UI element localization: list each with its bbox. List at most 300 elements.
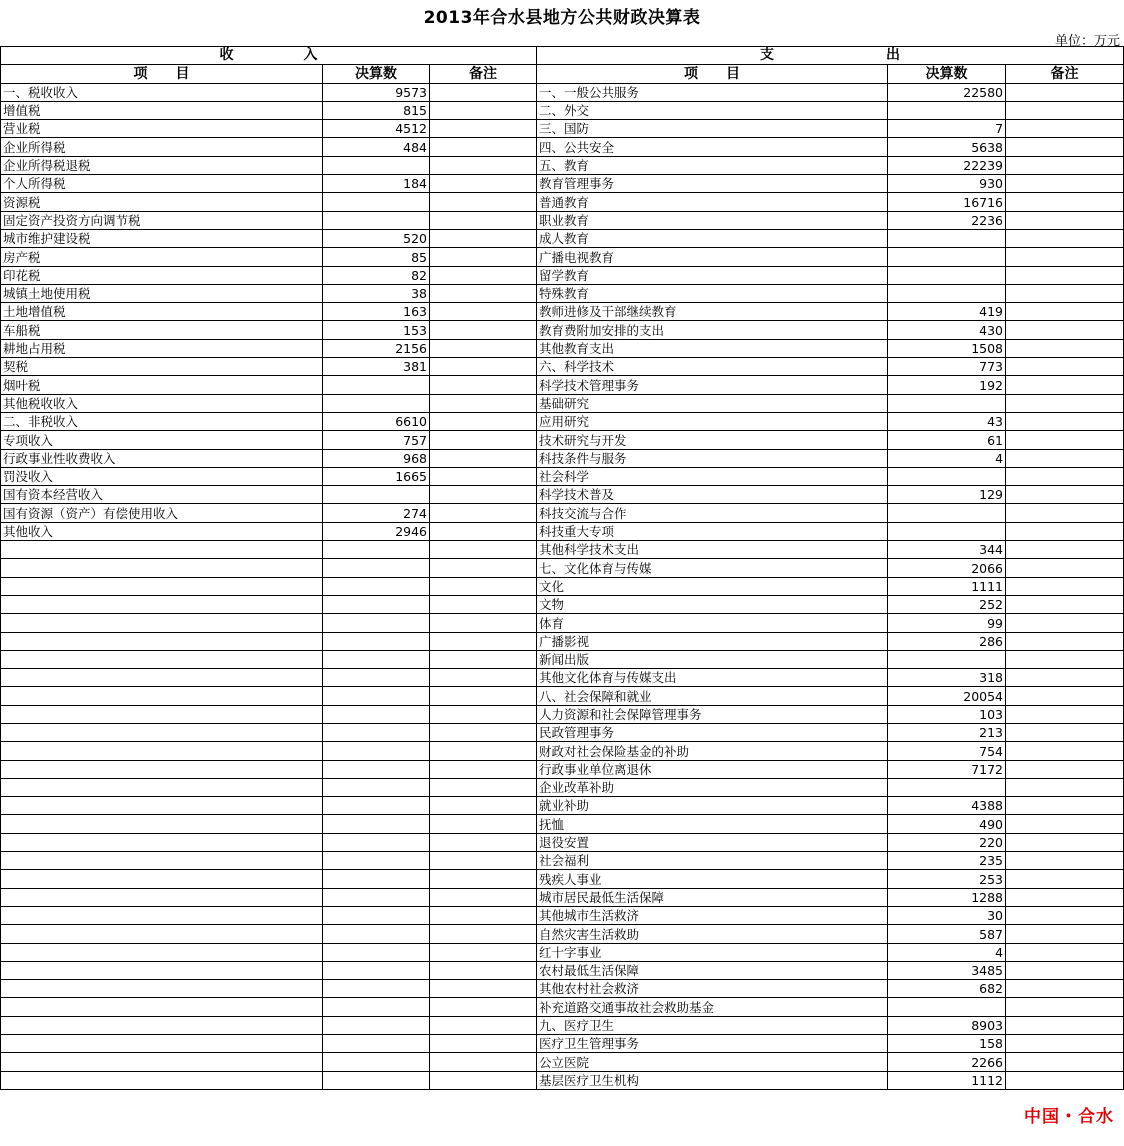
expense-note-cell	[1006, 833, 1124, 851]
expense-note-cell	[1006, 339, 1124, 357]
income-note-cell	[430, 925, 537, 943]
expense-amount-cell: 773	[888, 358, 1006, 376]
table-row	[1, 522, 1124, 540]
expense-amount-cell	[888, 248, 1006, 266]
expense-note-cell	[1006, 595, 1124, 613]
income-item-cell: 企业所得税	[1, 138, 323, 156]
income-note-cell	[430, 412, 537, 430]
expense-item-cell: 一、一般公共服务	[537, 83, 888, 101]
income-note-cell	[430, 705, 537, 723]
expense-item-cell: 教育管理事务	[537, 175, 888, 193]
table-row	[1, 321, 1124, 339]
expense-note-cell	[1006, 943, 1124, 961]
expense-amount-cell: 344	[888, 541, 1006, 559]
expense-item-cell: 基础研究	[537, 394, 888, 412]
income-note-cell	[430, 595, 537, 613]
income-item-cell	[1, 632, 323, 650]
expense-item-cell: 职业教育	[537, 211, 888, 229]
expense-note-cell	[1006, 906, 1124, 924]
expense-amount-cell: 20054	[888, 687, 1006, 705]
income-note-cell	[430, 852, 537, 870]
expense-item-cell: 其他文化体育与传媒支出	[537, 669, 888, 687]
income-item-cell: 土地增值税	[1, 303, 323, 321]
income-item-cell	[1, 1035, 323, 1053]
income-amount-cell: 1665	[323, 467, 430, 485]
income-amount-cell	[323, 595, 430, 613]
income-amount-cell: 4512	[323, 120, 430, 138]
income-amount-cell	[323, 852, 430, 870]
expense-amount-cell: 252	[888, 595, 1006, 613]
income-amount-cell	[323, 943, 430, 961]
expense-item-cell: 文物	[537, 595, 888, 613]
income-item-cell	[1, 1071, 323, 1089]
expense-note-cell	[1006, 760, 1124, 778]
income-item-cell	[1, 870, 323, 888]
table-row	[1, 541, 1124, 559]
income-item-header: 项 目	[1, 65, 323, 83]
income-item-cell: 印花税	[1, 266, 323, 284]
expense-amount-cell: 7172	[888, 760, 1006, 778]
expense-amount-cell: 3485	[888, 961, 1006, 979]
income-amount-cell	[323, 833, 430, 851]
expense-note-cell	[1006, 412, 1124, 430]
table-row	[1, 943, 1124, 961]
income-amount-cell	[323, 211, 430, 229]
income-item-cell	[1, 852, 323, 870]
expense-item-cell: 普通教育	[537, 193, 888, 211]
income-amount-cell	[323, 632, 430, 650]
expense-amount-cell: 587	[888, 925, 1006, 943]
expense-note-cell	[1006, 504, 1124, 522]
table-row	[1, 705, 1124, 723]
expense-amount-cell	[888, 504, 1006, 522]
expense-amount-cell	[888, 998, 1006, 1016]
income-note-cell	[430, 449, 537, 467]
table-row	[1, 486, 1124, 504]
income-amount-cell	[323, 577, 430, 595]
expense-note-cell	[1006, 925, 1124, 943]
expense-amount-cell	[888, 284, 1006, 302]
expense-note-cell	[1006, 1035, 1124, 1053]
expense-item-cell: 企业改革补助	[537, 778, 888, 796]
table-row	[1, 577, 1124, 595]
expense-amount-header: 决算数	[888, 65, 1006, 83]
income-item-cell	[1, 595, 323, 613]
expense-item-cell: 新闻出版	[537, 650, 888, 668]
expense-item-cell: 五、教育	[537, 156, 888, 174]
expense-item-cell: 三、国防	[537, 120, 888, 138]
expense-note-cell	[1006, 541, 1124, 559]
table-row	[1, 687, 1124, 705]
income-note-cell	[430, 1016, 537, 1034]
expense-note-cell	[1006, 723, 1124, 741]
income-item-cell	[1, 943, 323, 961]
expense-note-cell	[1006, 321, 1124, 339]
income-amount-cell: 153	[323, 321, 430, 339]
table-row	[1, 961, 1124, 979]
income-note-cell	[430, 888, 537, 906]
table-row	[1, 906, 1124, 924]
income-amount-cell	[323, 925, 430, 943]
expense-note-cell	[1006, 266, 1124, 284]
income-amount-cell: 757	[323, 431, 430, 449]
table-row	[1, 248, 1124, 266]
expense-item-cell: 抚恤	[537, 815, 888, 833]
table-row	[1, 925, 1124, 943]
income-amount-cell	[323, 156, 430, 174]
income-item-cell	[1, 650, 323, 668]
expense-item-cell: 成人教育	[537, 229, 888, 247]
expense-item-header: 项 目	[537, 65, 888, 83]
table-row	[1, 742, 1124, 760]
income-amount-cell: 381	[323, 358, 430, 376]
income-note-cell	[430, 559, 537, 577]
income-amount-cell	[323, 906, 430, 924]
table-row	[1, 339, 1124, 357]
expense-note-cell	[1006, 83, 1124, 101]
expense-note-cell	[1006, 229, 1124, 247]
expense-amount-cell: 220	[888, 833, 1006, 851]
income-note-cell	[430, 687, 537, 705]
budget-table	[0, 46, 1124, 1090]
table-row	[1, 376, 1124, 394]
income-note-cell	[430, 339, 537, 357]
table-row	[1, 632, 1124, 650]
expense-note-cell	[1006, 1071, 1124, 1089]
table-row	[1, 1035, 1124, 1053]
income-item-cell: 个人所得税	[1, 175, 323, 193]
table-row	[1, 138, 1124, 156]
expense-item-cell: 其他农村社会救济	[537, 980, 888, 998]
income-note-cell	[430, 723, 537, 741]
expense-amount-cell	[888, 522, 1006, 540]
table-row	[1, 175, 1124, 193]
expense-item-cell: 九、医疗卫生	[537, 1016, 888, 1034]
income-amount-cell	[323, 815, 430, 833]
income-note-cell	[430, 833, 537, 851]
income-item-cell: 行政事业性收费收入	[1, 449, 323, 467]
income-note-cell	[430, 541, 537, 559]
income-item-cell	[1, 980, 323, 998]
income-amount-cell	[323, 870, 430, 888]
expense-amount-cell: 30	[888, 906, 1006, 924]
income-note-cell	[430, 266, 537, 284]
expense-note-cell	[1006, 797, 1124, 815]
expense-note-cell	[1006, 211, 1124, 229]
expense-amount-cell	[888, 394, 1006, 412]
table-row	[1, 1071, 1124, 1089]
table-row	[1, 120, 1124, 138]
table-row	[1, 888, 1124, 906]
expense-item-cell: 其他教育支出	[537, 339, 888, 357]
income-item-cell	[1, 559, 323, 577]
table-row	[1, 614, 1124, 632]
expense-item-cell: 应用研究	[537, 412, 888, 430]
expense-note-cell	[1006, 120, 1124, 138]
table-row	[1, 467, 1124, 485]
expense-item-cell: 科技重大专项	[537, 522, 888, 540]
expense-amount-cell	[888, 467, 1006, 485]
expense-amount-cell	[888, 778, 1006, 796]
expense-item-cell: 社会福利	[537, 852, 888, 870]
table-row	[1, 156, 1124, 174]
expense-note-cell	[1006, 687, 1124, 705]
expense-item-cell: 城市居民最低生活保障	[537, 888, 888, 906]
income-note-cell	[430, 156, 537, 174]
income-amount-cell	[323, 742, 430, 760]
expense-note-header: 备注	[1006, 65, 1124, 83]
expense-item-cell: 医疗卫生管理事务	[537, 1035, 888, 1053]
income-note-cell	[430, 229, 537, 247]
income-amount-cell	[323, 1035, 430, 1053]
income-item-cell: 房产税	[1, 248, 323, 266]
income-item-cell	[1, 925, 323, 943]
income-item-cell	[1, 961, 323, 979]
income-amount-cell	[323, 1053, 430, 1071]
expense-amount-cell: 5638	[888, 138, 1006, 156]
income-amount-cell	[323, 486, 430, 504]
income-item-cell: 专项收入	[1, 431, 323, 449]
expense-item-cell: 四、公共安全	[537, 138, 888, 156]
table-row	[1, 669, 1124, 687]
income-item-cell	[1, 614, 323, 632]
income-item-cell: 固定资产投资方向调节税	[1, 211, 323, 229]
income-note-cell	[430, 321, 537, 339]
table-row	[1, 833, 1124, 851]
table-row	[1, 412, 1124, 430]
expense-amount-cell: 99	[888, 614, 1006, 632]
expense-item-cell: 民政管理事务	[537, 723, 888, 741]
page-title: 2013年合水县地方公共财政决算表	[423, 8, 701, 28]
table-row	[1, 595, 1124, 613]
expense-item-cell: 教育费附加安排的支出	[537, 321, 888, 339]
income-note-cell	[430, 504, 537, 522]
income-note-cell	[430, 577, 537, 595]
expense-item-cell: 七、文化体育与传媒	[537, 559, 888, 577]
income-amount-cell	[323, 614, 430, 632]
expense-amount-cell: 253	[888, 870, 1006, 888]
income-item-cell	[1, 723, 323, 741]
expense-amount-cell: 22239	[888, 156, 1006, 174]
income-note-cell	[430, 797, 537, 815]
income-amount-cell: 9573	[323, 83, 430, 101]
expense-note-cell	[1006, 961, 1124, 979]
expense-item-cell: 社会科学	[537, 467, 888, 485]
income-note-cell	[430, 870, 537, 888]
table-row	[1, 852, 1124, 870]
income-item-cell	[1, 815, 323, 833]
table-row	[1, 980, 1124, 998]
income-amount-cell: 163	[323, 303, 430, 321]
income-item-cell	[1, 577, 323, 595]
income-note-cell	[430, 394, 537, 412]
income-item-cell: 契税	[1, 358, 323, 376]
expense-note-cell	[1006, 614, 1124, 632]
table-row	[1, 358, 1124, 376]
income-note-cell	[430, 906, 537, 924]
expense-item-cell: 科技交流与合作	[537, 504, 888, 522]
expense-item-cell: 公立医院	[537, 1053, 888, 1071]
expense-note-cell	[1006, 815, 1124, 833]
expense-note-cell	[1006, 248, 1124, 266]
income-amount-cell	[323, 980, 430, 998]
expense-amount-cell	[888, 266, 1006, 284]
expense-note-cell	[1006, 303, 1124, 321]
income-item-cell	[1, 742, 323, 760]
expense-note-cell	[1006, 101, 1124, 119]
income-note-cell	[430, 175, 537, 193]
table-row	[1, 284, 1124, 302]
income-note-cell	[430, 138, 537, 156]
table-row	[1, 303, 1124, 321]
expense-item-cell: 红十字事业	[537, 943, 888, 961]
expense-note-cell	[1006, 138, 1124, 156]
expense-amount-cell: 754	[888, 742, 1006, 760]
income-item-cell: 增值税	[1, 101, 323, 119]
income-item-cell	[1, 669, 323, 687]
table-row	[1, 797, 1124, 815]
expense-note-cell	[1006, 650, 1124, 668]
income-item-cell	[1, 906, 323, 924]
expense-note-cell	[1006, 1053, 1124, 1071]
income-note-cell	[430, 486, 537, 504]
table-row	[1, 778, 1124, 796]
expense-item-cell: 科技条件与服务	[537, 449, 888, 467]
expense-amount-cell: 61	[888, 431, 1006, 449]
income-item-cell	[1, 833, 323, 851]
table-row	[1, 870, 1124, 888]
expense-amount-cell: 2236	[888, 211, 1006, 229]
income-amount-cell	[323, 376, 430, 394]
table-row	[1, 1016, 1124, 1034]
income-note-cell	[430, 632, 537, 650]
expense-item-cell: 八、社会保障和就业	[537, 687, 888, 705]
expense-item-cell: 其他科学技术支出	[537, 541, 888, 559]
expense-amount-cell: 22580	[888, 83, 1006, 101]
expense-note-cell	[1006, 449, 1124, 467]
expense-amount-cell: 286	[888, 632, 1006, 650]
income-item-cell	[1, 1053, 323, 1071]
income-note-cell	[430, 669, 537, 687]
income-amount-cell: 184	[323, 175, 430, 193]
expense-item-cell: 留学教育	[537, 266, 888, 284]
expense-amount-cell: 129	[888, 486, 1006, 504]
income-note-cell	[430, 193, 537, 211]
table-row	[1, 211, 1124, 229]
income-note-cell	[430, 358, 537, 376]
income-item-cell: 国有资本经营收入	[1, 486, 323, 504]
expense-item-cell: 科学技术普及	[537, 486, 888, 504]
income-item-cell	[1, 541, 323, 559]
expense-item-cell: 特殊教育	[537, 284, 888, 302]
expense-item-cell: 行政事业单位离退休	[537, 760, 888, 778]
expense-amount-cell	[888, 650, 1006, 668]
expense-item-cell: 教师进修及干部继续教育	[537, 303, 888, 321]
income-note-cell	[430, 760, 537, 778]
expense-note-cell	[1006, 522, 1124, 540]
table-row	[1, 504, 1124, 522]
income-item-cell: 其他税收收入	[1, 394, 323, 412]
expense-note-cell	[1006, 888, 1124, 906]
income-note-cell	[430, 1035, 537, 1053]
income-amount-cell: 38	[323, 284, 430, 302]
expense-item-cell: 六、科学技术	[537, 358, 888, 376]
expense-note-cell	[1006, 742, 1124, 760]
expense-item-cell: 技术研究与开发	[537, 431, 888, 449]
expense-amount-cell: 4	[888, 943, 1006, 961]
expense-note-cell	[1006, 376, 1124, 394]
expense-amount-cell: 8903	[888, 1016, 1006, 1034]
expense-note-cell	[1006, 175, 1124, 193]
income-note-cell	[430, 943, 537, 961]
expense-note-cell	[1006, 486, 1124, 504]
expense-note-cell	[1006, 467, 1124, 485]
income-amount-cell	[323, 888, 430, 906]
income-item-cell	[1, 888, 323, 906]
income-amount-cell	[323, 669, 430, 687]
expense-amount-cell: 419	[888, 303, 1006, 321]
table-row	[1, 650, 1124, 668]
table-body	[1, 83, 1124, 1089]
expense-note-cell	[1006, 980, 1124, 998]
table-row	[1, 394, 1124, 412]
expense-amount-cell: 16716	[888, 193, 1006, 211]
expense-note-cell	[1006, 358, 1124, 376]
income-note-cell	[430, 101, 537, 119]
expense-note-cell	[1006, 577, 1124, 595]
table-row	[1, 101, 1124, 119]
expense-item-cell: 就业补助	[537, 797, 888, 815]
expense-amount-cell: 192	[888, 376, 1006, 394]
expense-amount-cell: 4388	[888, 797, 1006, 815]
income-amount-cell	[323, 1071, 430, 1089]
expense-amount-cell: 4	[888, 449, 1006, 467]
income-note-cell	[430, 1053, 537, 1071]
income-amount-cell: 968	[323, 449, 430, 467]
income-amount-cell	[323, 559, 430, 577]
income-note-cell	[430, 614, 537, 632]
expense-note-cell	[1006, 778, 1124, 796]
expense-item-cell: 自然灾害生活救助	[537, 925, 888, 943]
income-note-cell	[430, 120, 537, 138]
income-note-cell	[430, 980, 537, 998]
expense-amount-cell	[888, 229, 1006, 247]
expense-amount-cell: 158	[888, 1035, 1006, 1053]
income-note-cell	[430, 778, 537, 796]
income-note-cell	[430, 303, 537, 321]
table-row	[1, 723, 1124, 741]
income-note-cell	[430, 467, 537, 485]
income-amount-cell	[323, 1016, 430, 1034]
table-row	[1, 83, 1124, 101]
expense-note-cell	[1006, 284, 1124, 302]
table-row	[1, 760, 1124, 778]
expense-amount-cell: 213	[888, 723, 1006, 741]
income-note-cell	[430, 284, 537, 302]
income-note-cell	[430, 211, 537, 229]
expense-item-cell: 残疾人事业	[537, 870, 888, 888]
expense-note-cell	[1006, 559, 1124, 577]
income-item-cell: 一、税收收入	[1, 83, 323, 101]
expense-amount-cell: 1288	[888, 888, 1006, 906]
expense-item-cell: 文化	[537, 577, 888, 595]
income-item-cell: 营业税	[1, 120, 323, 138]
expense-item-cell: 补充道路交通事故社会救助基金	[537, 998, 888, 1016]
expense-note-cell	[1006, 998, 1124, 1016]
table-row	[1, 559, 1124, 577]
income-note-cell	[430, 522, 537, 540]
income-note-cell	[430, 961, 537, 979]
